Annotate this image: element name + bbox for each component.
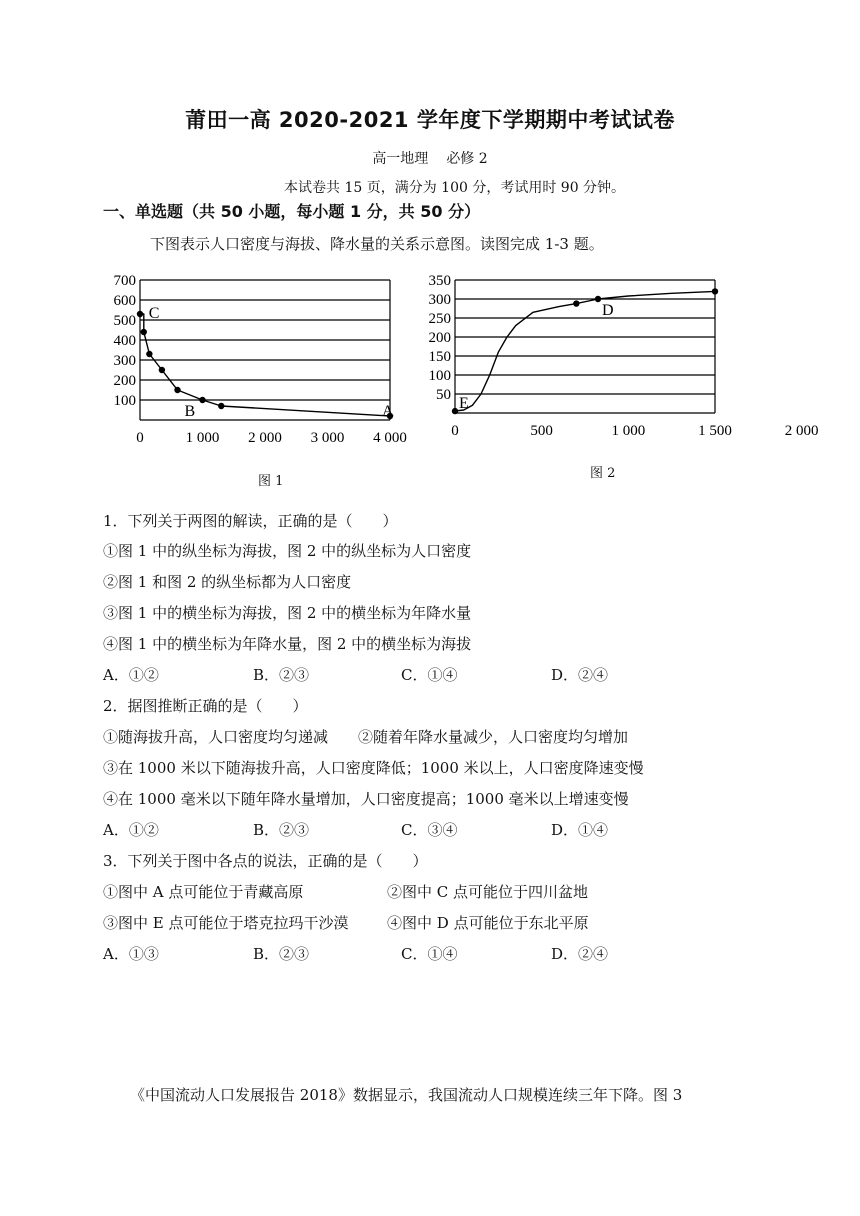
x-tick-label: 2 000 bbox=[784, 423, 819, 439]
point-label: C bbox=[148, 305, 160, 322]
option-b: B．②③ bbox=[253, 666, 310, 684]
x-tick-label: 2 000 bbox=[248, 430, 282, 446]
y-tick-label: 150 bbox=[428, 349, 451, 365]
data-point bbox=[712, 288, 718, 294]
page-title: 莆田一高 2020-2021 学年度下学期期中考试试卷 bbox=[185, 108, 675, 132]
data-point bbox=[573, 300, 579, 306]
y-tick-label: 300 bbox=[428, 292, 451, 308]
section-heading: 一、单选题（共 50 小题，每小题 1 分，共 50 分） bbox=[103, 202, 481, 221]
x-tick-label: 0 bbox=[136, 430, 144, 446]
question-3-item: ①图中 A 点可能位于青藏高原 bbox=[103, 883, 304, 901]
x-tick-label: 500 bbox=[530, 423, 553, 439]
data-point bbox=[137, 311, 143, 317]
question-1-item: ①图 1 中的纵坐标为海拔，图 2 中的纵坐标为人口密度 bbox=[103, 542, 472, 560]
data-point bbox=[174, 387, 180, 393]
figure-1-chart bbox=[100, 268, 420, 448]
y-tick-label: 50 bbox=[436, 387, 451, 403]
x-tick-label: 0 bbox=[451, 423, 459, 439]
option-d: D．②④ bbox=[551, 945, 609, 963]
y-tick-label: 700 bbox=[113, 273, 136, 289]
point-label: B bbox=[184, 403, 196, 420]
question-2-item: ①随海拔升高，人口密度均匀递减 ②随着年降水量减少，人口密度均匀增加 bbox=[103, 728, 629, 746]
question-3-item: ③图中 E 点可能位于塔克拉玛干沙漠 bbox=[103, 914, 349, 932]
data-point bbox=[159, 367, 165, 373]
footer-text: 《中国流动人口发展报告 2018》数据显示，我国流动人口规模连续三年下降。图 3 bbox=[130, 1086, 683, 1104]
y-tick-label: 500 bbox=[113, 313, 136, 329]
question-1-stem: 1．下列关于两图的解读，正确的是（ ） bbox=[103, 512, 398, 530]
x-tick-label: 3 000 bbox=[310, 430, 345, 446]
x-tick-label: 1 500 bbox=[698, 423, 732, 439]
y-tick-label: 600 bbox=[113, 293, 136, 309]
option-d: D．②④ bbox=[551, 666, 609, 684]
y-tick-label: 100 bbox=[113, 393, 136, 409]
option-a: A．①② bbox=[103, 821, 159, 839]
option-a: A．①③ bbox=[103, 945, 159, 963]
option-c: C．①④ bbox=[401, 945, 458, 963]
question-1-item: ③图 1 中的横坐标为海拔，图 2 中的横坐标为年降水量 bbox=[103, 604, 472, 622]
y-tick-label: 350 bbox=[428, 273, 451, 289]
data-point bbox=[452, 408, 458, 414]
question-3-item: ④图中 D 点可能位于东北平原 bbox=[387, 914, 589, 932]
y-tick-label: 100 bbox=[428, 368, 451, 384]
option-d: D．①④ bbox=[551, 821, 609, 839]
option-a: A．①② bbox=[103, 666, 159, 684]
option-b: B．②③ bbox=[253, 821, 310, 839]
intro-text: 下图表示人口密度与海拔、降水量的关系示意图。读图完成 1-3 题。 bbox=[150, 235, 604, 253]
point-label: D bbox=[602, 302, 614, 319]
data-point bbox=[199, 397, 205, 403]
figure-2-chart bbox=[410, 265, 819, 445]
data-point bbox=[146, 351, 152, 357]
x-tick-label: 1 000 bbox=[185, 430, 220, 446]
series-line bbox=[140, 314, 390, 416]
series-line bbox=[455, 291, 715, 411]
subject-label: 高一地理 bbox=[372, 151, 429, 167]
point-label: A bbox=[382, 403, 394, 420]
y-tick-label: 400 bbox=[113, 333, 136, 349]
question-3-stem: 3．下列关于图中各点的说法，正确的是（ ） bbox=[103, 852, 428, 870]
data-point bbox=[218, 403, 224, 409]
y-tick-label: 250 bbox=[428, 311, 451, 327]
data-point bbox=[595, 296, 601, 302]
question-2-stem: 2．据图推断正确的是（ ） bbox=[103, 697, 308, 715]
question-1-item: ②图 1 和图 2 的纵坐标都为人口密度 bbox=[103, 573, 352, 591]
point-label: E bbox=[459, 395, 469, 413]
option-c: C．③④ bbox=[401, 821, 458, 839]
question-1-item: ④图 1 中的横坐标为年降水量，图 2 中的横坐标为海拔 bbox=[103, 635, 472, 653]
option-b: B．②③ bbox=[253, 945, 310, 963]
x-tick-label: 1 000 bbox=[611, 423, 646, 439]
y-tick-label: 300 bbox=[113, 353, 136, 369]
figure-1-caption: 图 1 bbox=[258, 474, 284, 489]
question-3-item: ②图中 C 点可能位于四川盆地 bbox=[387, 883, 589, 901]
data-point bbox=[141, 329, 147, 335]
question-2-item: ③在 1000 米以下随海拔升高，人口密度降低；1000 米以上，人口密度降速变慢 bbox=[103, 759, 644, 777]
y-tick-label: 200 bbox=[428, 330, 451, 346]
book-label: 必修 2 bbox=[446, 151, 488, 167]
exam-info: 本试卷共 15 页，满分为 100 分，考试用时 90 分钟。 bbox=[284, 180, 626, 196]
option-c: C．①④ bbox=[401, 666, 458, 684]
figure-2-caption: 图 2 bbox=[590, 466, 616, 481]
subtitle bbox=[0, 148, 860, 168]
x-tick-label: 4 000 bbox=[373, 430, 407, 446]
y-tick-label: 200 bbox=[113, 373, 136, 389]
question-2-item: ④在 1000 毫米以下随年降水量增加，人口密度提高；1000 毫米以上增速变慢 bbox=[103, 790, 629, 808]
